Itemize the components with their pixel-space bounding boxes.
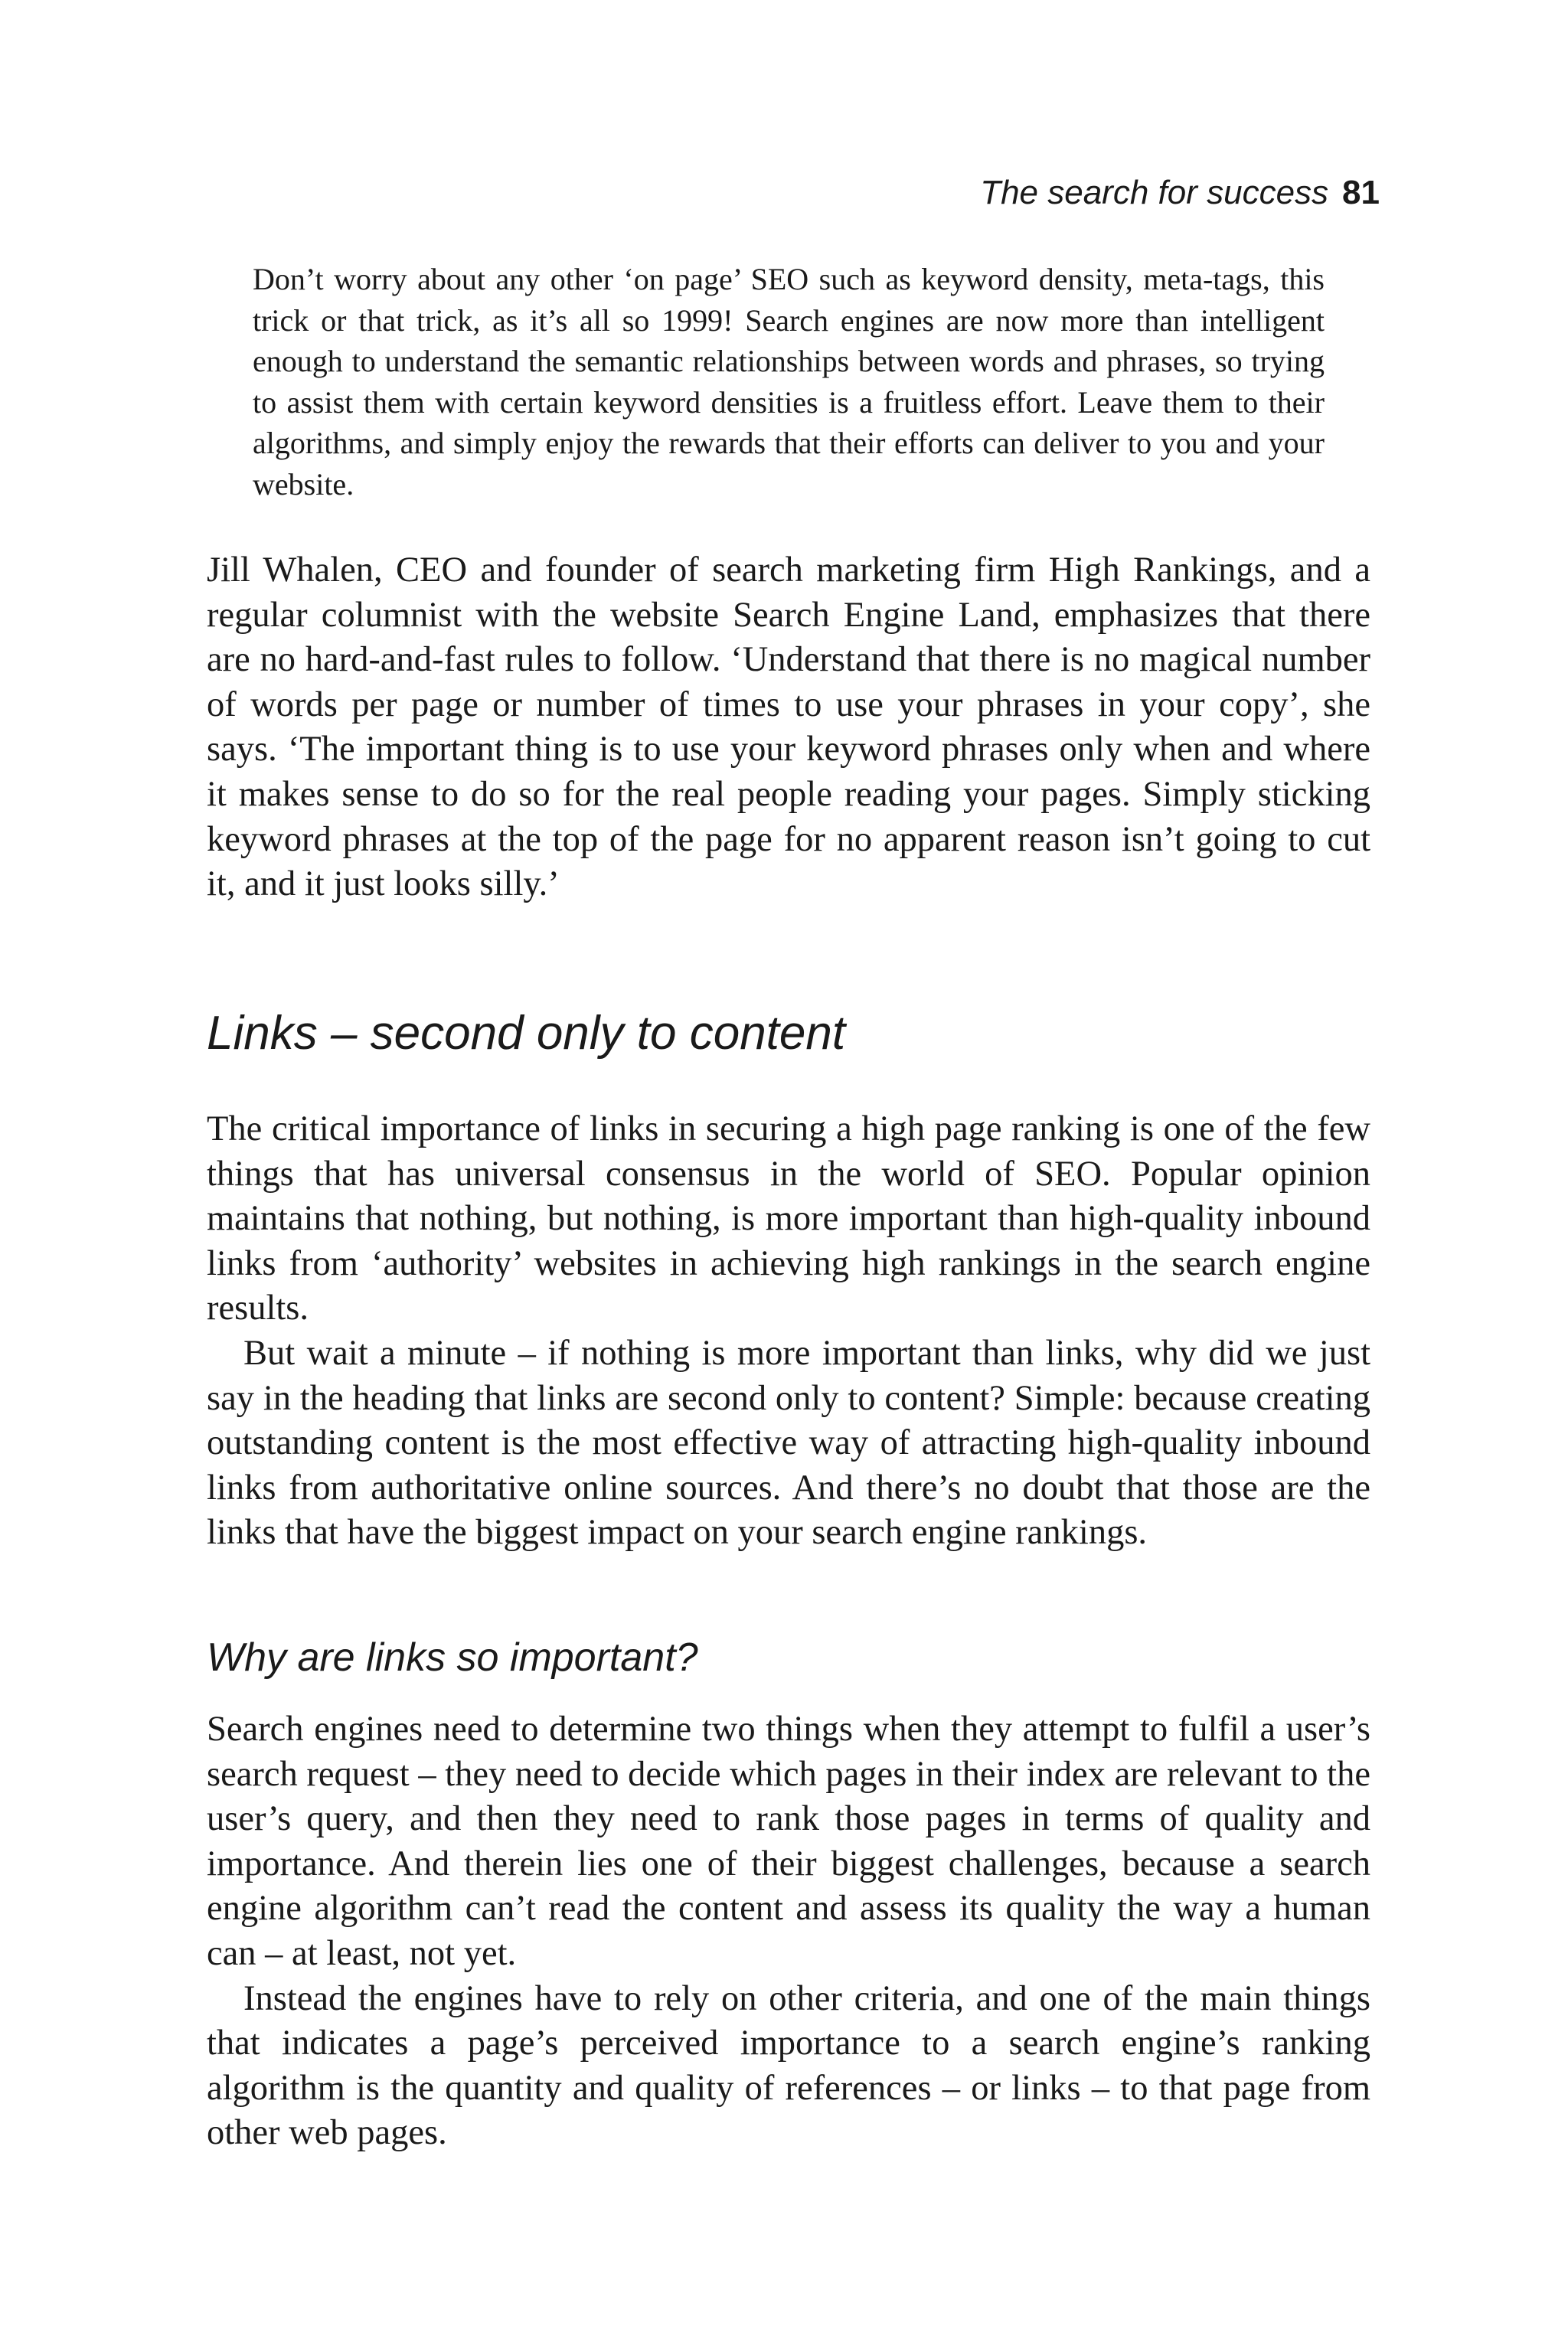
paragraph: The critical importance of links in securing a high page ranking is one of the few things that has universal consensus in the world of SEO. Popular opinion maintains that nothing, but nothing, is more important than high-quality inbound links from ‘authority’ websites in achieving high rankings in the search engine results. bbox=[207, 1109, 1370, 1328]
running-head bbox=[980, 172, 1380, 214]
running-head-title: The search for success bbox=[980, 174, 1329, 211]
body-text-block bbox=[207, 548, 1370, 907]
page-number: 81 bbox=[1342, 174, 1380, 211]
paragraph: But wait a minute – if nothing is more important than links, why did we just say in the heading that links are second only to content? Simple: because creating outstanding content is the most effective way of attracting high-quality inbound links from authoritative online sources. And there’s no doubt that those are the links that have the biggest impact on your search engine rankings. bbox=[207, 1333, 1370, 1553]
paragraph: Search engines need to determine two things when they attempt to fulfil a user’s search request – they need to decide which pages in their index are relevant to the user’s query, and then they need to rank those pages in terms of quality and importance. And therein lies one of their biggest challenges, because a search engine algorithm can’t read the content and assess its quality the way a human can – at least, not yet. bbox=[207, 1710, 1370, 1973]
paragraph: Instead the engines have to rely on other criteria, and one of the main things that indicates a page’s perceived importance to a search engine’s ranking algorithm is the quantity and quality of references – or links – to that page from other web pages. bbox=[207, 1978, 1370, 2153]
section-heading: Links – second only to content bbox=[207, 1007, 846, 1060]
block-quote: Don’t worry about any other ‘on page’ SEO such as keyword density, meta-tags, this trick or that trick, as it’s all so 1999! Search engines are now more than intelligent enough to understand the semantic relationships between words and phrases, so trying to assist them with certain keyword densities is a fruitless effort. Leave them to their algorithms, and simply enjoy the rewards that their efforts can deliver to you and your website. bbox=[253, 262, 1325, 501]
subsection-why-body bbox=[207, 1707, 1370, 2156]
paragraph-jill-whalen: Jill Whalen, CEO and founder of search marketing firm High Rankings, and a regular columnist with the website Search Engine Land, emphasizes that there are no hard-and-fast rules to follow. ‘Understand that there is no magical number of words per page or number of times to use your phrases in your copy’, she says. ‘The important thing is to use your keyword phrases only when and where it makes sense to do so for the real people reading your pages. Simply sticking keyword phrases at the top of the page for no apparent reason isn’t going to cut it, and it just looks silly.’ bbox=[207, 550, 1370, 904]
subsection-heading: Why are links so important? bbox=[207, 1635, 698, 1680]
section-links-body bbox=[207, 1107, 1370, 1556]
